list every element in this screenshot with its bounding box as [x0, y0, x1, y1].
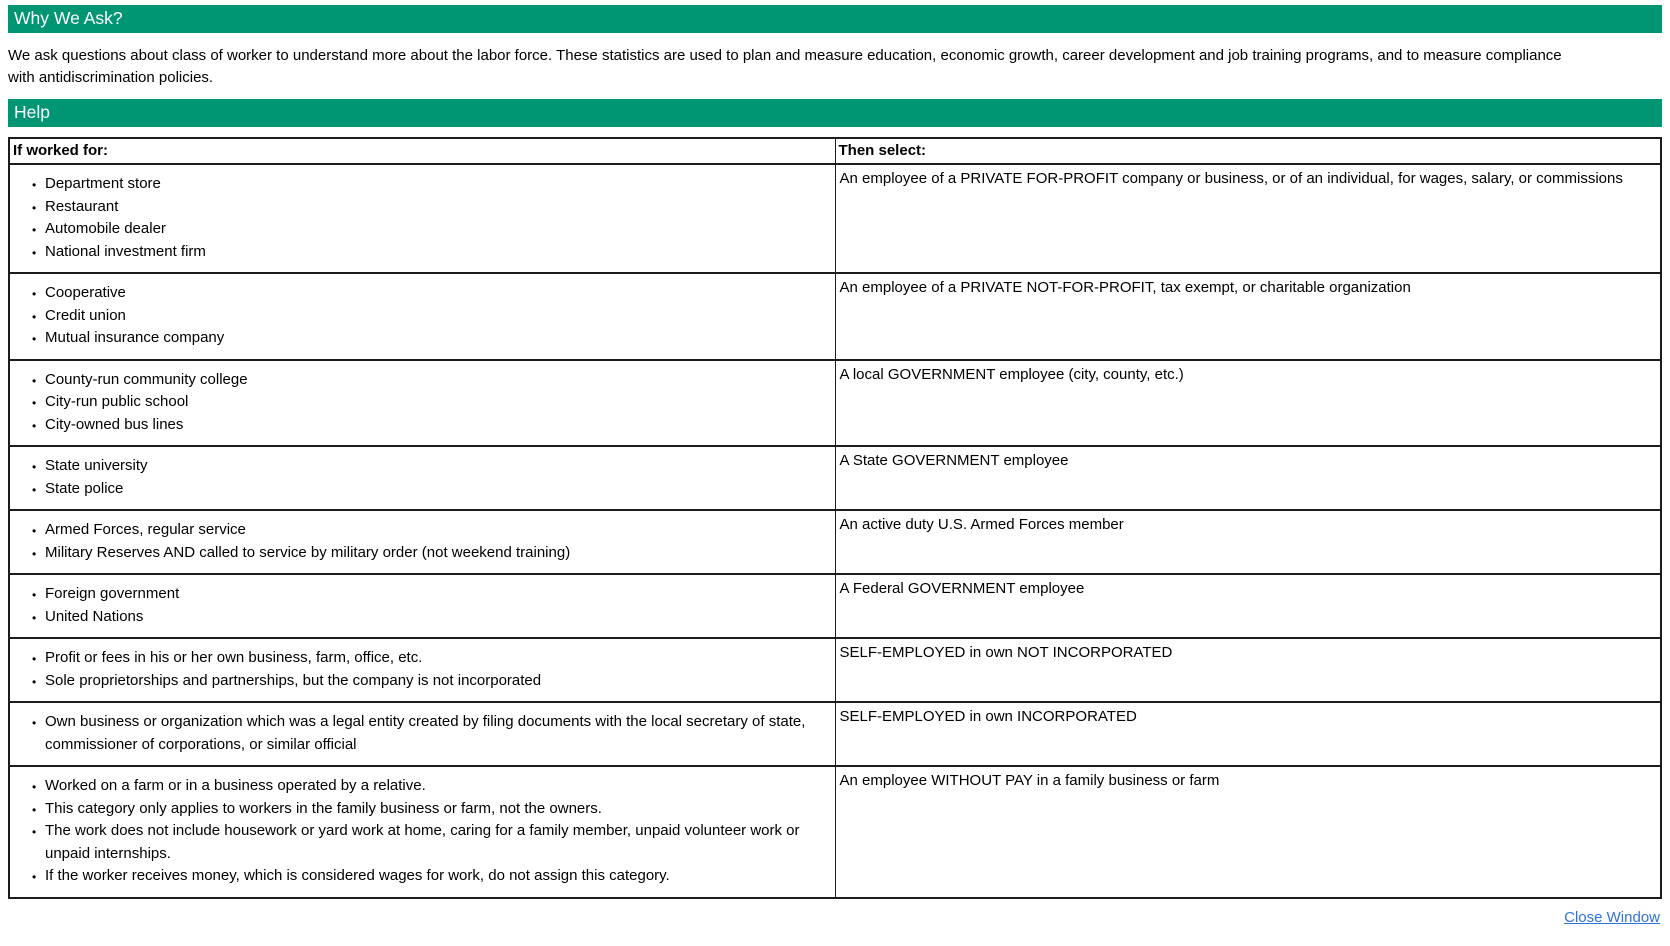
table-row — [9, 766, 1661, 898]
table-row — [9, 446, 1661, 510]
if-worked-for-list — [11, 775, 834, 888]
if-worked-for-list — [11, 369, 834, 437]
then-select-cell: An employee of a PRIVATE NOT-FOR-PROFIT, tax exempt, or charitable organization — [835, 273, 1661, 360]
list-item: • Foreign government — [45, 583, 828, 606]
if-worked-for-list — [11, 282, 834, 350]
then-select-cell: A State GOVERNMENT employee — [835, 446, 1661, 510]
list-item: • Own business or organization which was a legal entity created by filing documents with the local secretary of state, commissioner of corporations, or similar official — [45, 711, 828, 756]
then-select-cell: SELF-EMPLOYED in own NOT INCORPORATED — [835, 638, 1661, 702]
list-item: • State police — [45, 478, 828, 501]
table-row — [9, 510, 1661, 574]
why-we-ask-header-bar — [8, 5, 1662, 33]
list-item: • State university — [45, 455, 828, 478]
help-header-bar — [8, 99, 1662, 127]
list-item: • If the worker receives money, which is considered wages for work, do not assign this category. — [45, 865, 828, 888]
help-table-head — [9, 138, 1661, 164]
if-worked-for-cell — [9, 638, 835, 702]
if-worked-for-list — [11, 173, 834, 263]
list-item: • Cooperative — [45, 282, 828, 305]
if-worked-for-list — [11, 647, 834, 692]
table-row — [9, 702, 1661, 766]
class-of-worker-help-table — [8, 137, 1662, 899]
if-worked-for-list — [11, 519, 834, 564]
list-item: • Credit union — [45, 305, 828, 328]
list-item: • Mutual insurance company — [45, 327, 828, 350]
if-worked-for-cell — [9, 574, 835, 638]
table-row — [9, 638, 1661, 702]
footer — [8, 909, 1660, 926]
table-row — [9, 574, 1661, 638]
if-worked-for-cell — [9, 360, 835, 447]
close-window-link[interactable]: Close Window — [1564, 908, 1660, 926]
list-item: • The work does not include housework or yard work at home, caring for a family member, unpaid volunteer work or unpaid internships. — [45, 820, 828, 865]
then-select-cell: An active duty U.S. Armed Forces member — [835, 510, 1661, 574]
then-select-column-header: Then select: — [835, 138, 1661, 164]
table-row — [9, 273, 1661, 360]
why-we-ask-title: Why We Ask? — [14, 8, 123, 28]
if-worked-for-cell — [9, 702, 835, 766]
list-item: • National investment firm — [45, 241, 828, 264]
list-item: • United Nations — [45, 606, 828, 629]
list-item: • City-owned bus lines — [45, 414, 828, 437]
list-item: • Sole proprietorships and partnerships, but the company is not incorporated — [45, 670, 828, 693]
if-worked-for-list — [11, 711, 834, 756]
header-row — [9, 138, 1661, 164]
list-item: • City-run public school — [45, 391, 828, 414]
help-table-body — [9, 164, 1661, 898]
if-worked-for-cell — [9, 446, 835, 510]
table-row — [9, 164, 1661, 273]
list-item: • County-run community college — [45, 369, 828, 392]
if-worked-for-cell — [9, 510, 835, 574]
table-row — [9, 360, 1661, 447]
if-worked-for-list — [11, 455, 834, 500]
then-select-cell: A local GOVERNMENT employee (city, county, etc.) — [835, 360, 1661, 447]
list-item: • Military Reserves AND called to service by military order (not weekend training) — [45, 542, 828, 565]
why-we-ask-body-text: We ask questions about class of worker to understand more about the labor force. These statistics are used to plan and measure education, economic growth, career development and job training programs, and to measure compliance with antidiscrimination policies. — [8, 47, 1562, 86]
list-item: • Worked on a farm or in a business operated by a relative. — [45, 775, 828, 798]
then-select-cell: SELF-EMPLOYED in own INCORPORATED — [835, 702, 1661, 766]
list-item: • Restaurant — [45, 196, 828, 219]
if-worked-for-cell — [9, 164, 835, 273]
list-item: • This category only applies to workers in the family business or farm, not the owners. — [45, 798, 828, 821]
help-title: Help — [14, 102, 50, 122]
if-worked-for-cell — [9, 766, 835, 898]
then-select-cell: A Federal GOVERNMENT employee — [835, 574, 1661, 638]
then-select-cell: An employee WITHOUT PAY in a family business or farm — [835, 766, 1661, 898]
list-item: • Armed Forces, regular service — [45, 519, 828, 542]
if-worked-for-column-header: If worked for: — [9, 138, 835, 164]
then-select-cell: An employee of a PRIVATE FOR-PROFIT company or business, or of an individual, for wages, salary, or commissions — [835, 164, 1661, 273]
list-item: • Automobile dealer — [45, 218, 828, 241]
list-item: • Department store — [45, 173, 828, 196]
if-worked-for-cell — [9, 273, 835, 360]
list-item: • Profit or fees in his or her own business, farm, office, etc. — [45, 647, 828, 670]
if-worked-for-list — [11, 583, 834, 628]
